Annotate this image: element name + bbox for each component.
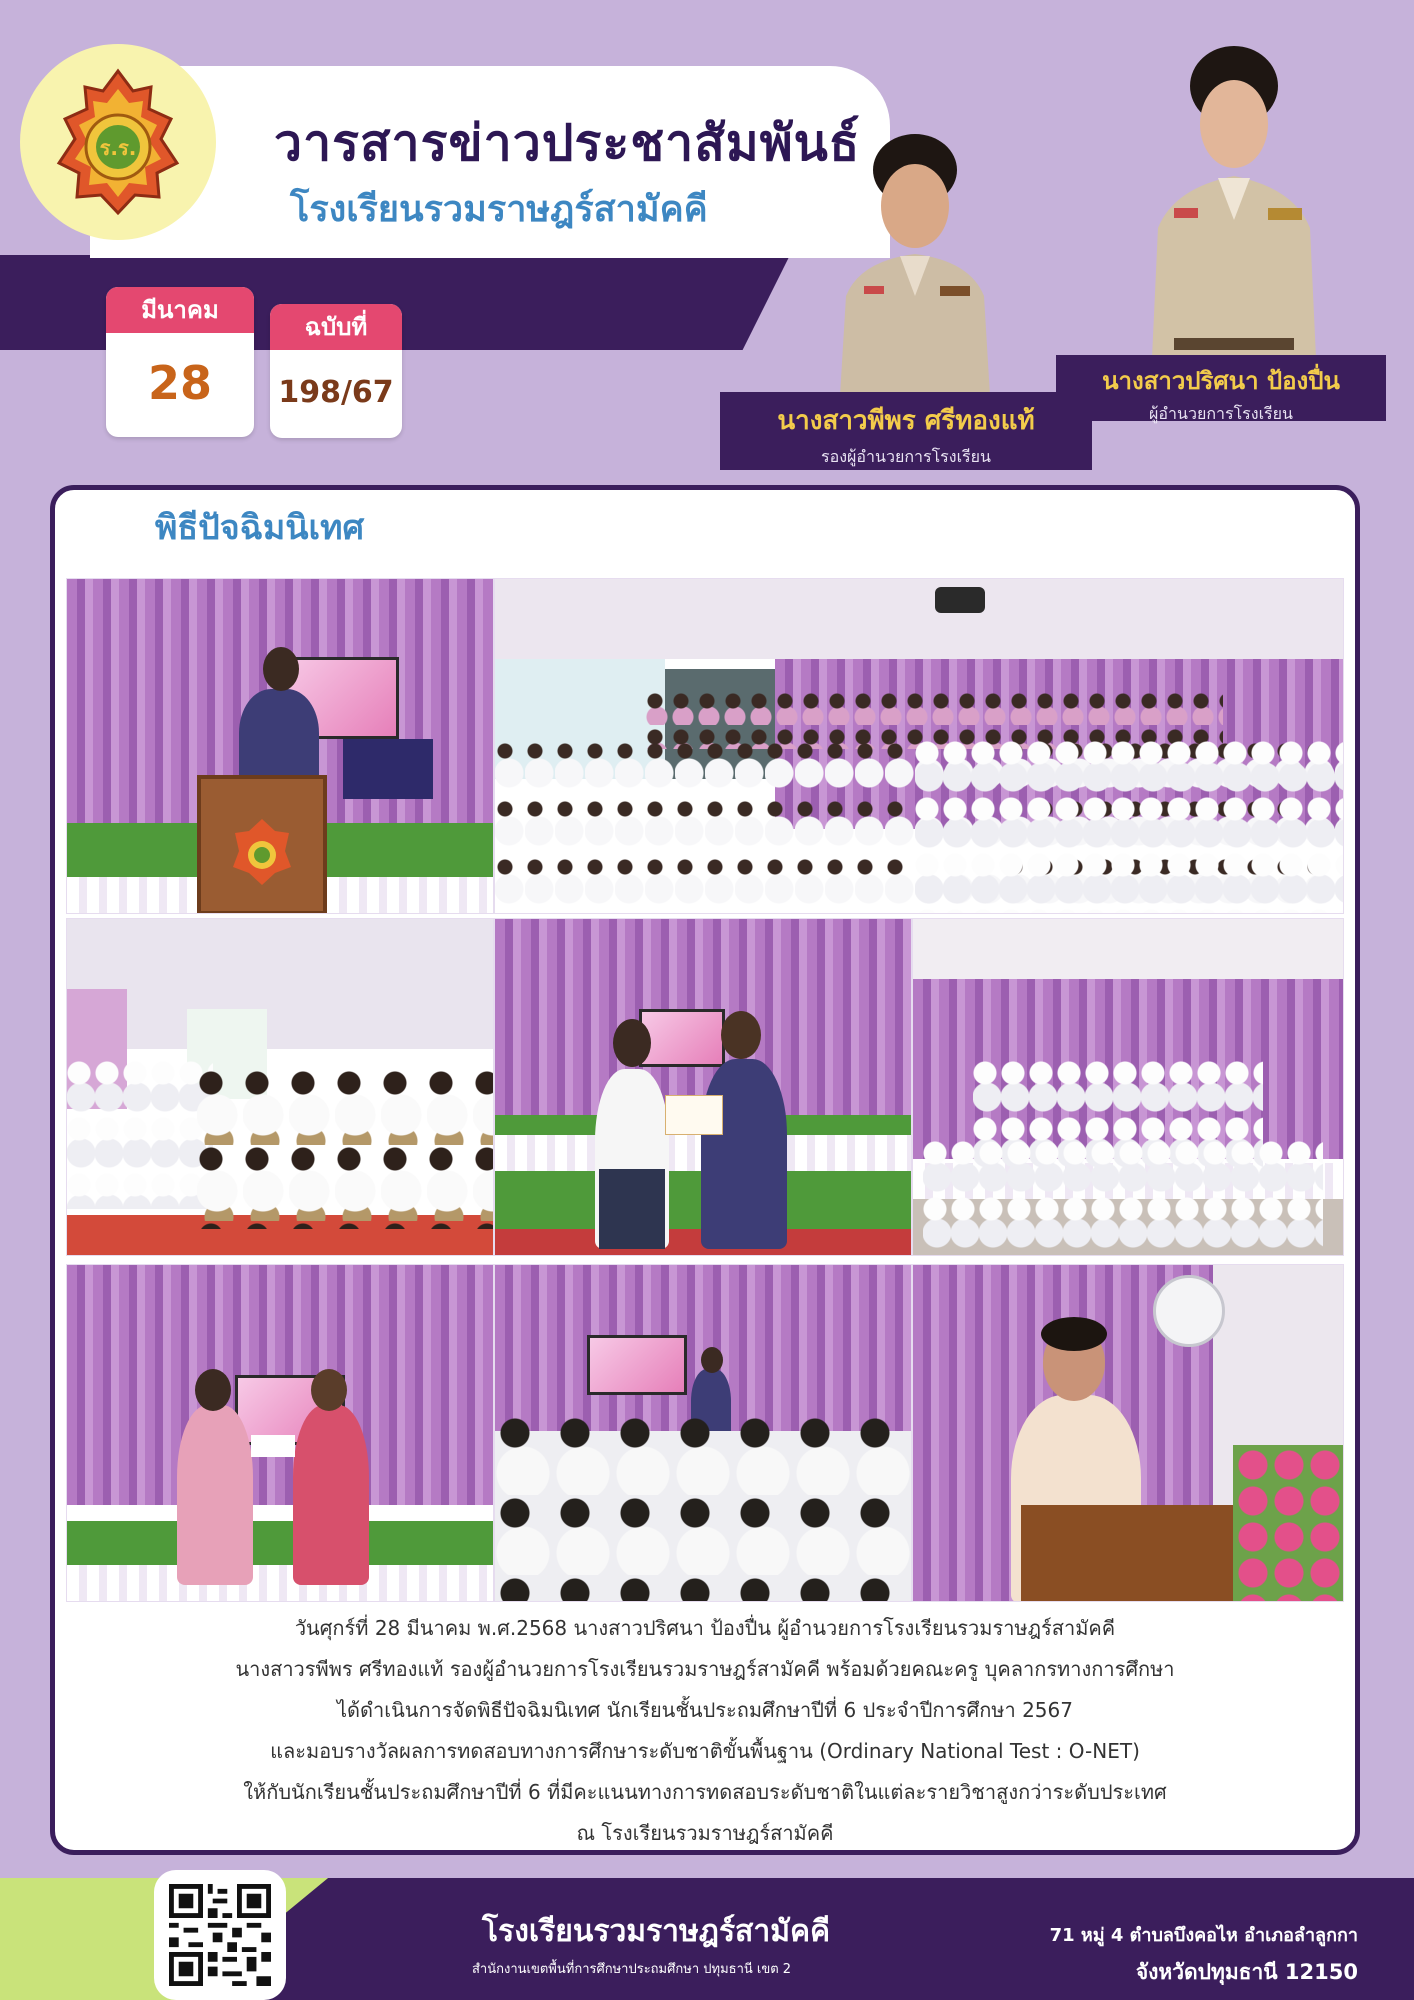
article-line: ณ โรงเรียนรวมราษฎร์สามัคคี [576, 1821, 834, 1845]
article-title: พิธีปัจฉิมนิเทศ [155, 508, 365, 548]
school-emblem-icon [53, 67, 183, 217]
deputy-director-name: นางสาวพีพร ศรีทองแท้ [777, 406, 1035, 436]
person-portrait-icon [1134, 38, 1334, 358]
article-line: วันศุกร์ที่ 28 มีนาคม พ.ศ.2568 นางสาวปริศนา ป้องปื่น ผู้อำนวยการโรงเรียนรวมราษฎร์สามัคคี [294, 1616, 1116, 1640]
deputy-director-namebox [720, 392, 1092, 470]
photo-two-presenters [66, 1264, 494, 1602]
person-portrait-icon [820, 126, 1010, 396]
photo-group-students [494, 578, 1344, 914]
month-label: มีนาคม [106, 287, 254, 333]
date-card [106, 287, 254, 437]
director-photo [1134, 38, 1334, 358]
photo-seated-students [66, 918, 494, 1256]
article-line: นางสาวรพีพร ศรีทองแท้ รองผู้อำนวยการโรงเรียนรวมราษฎร์สามัคคี พร้อมด้วยคณะครู บุคลากรทางการศึกษา [235, 1657, 1175, 1681]
photo-certificate-award [494, 918, 912, 1256]
footer-office: สำนักงานเขตพื้นที่การศึกษาประถมศึกษา ปทุมธานี เขต 2 [472, 1962, 792, 1977]
school-logo [20, 44, 216, 240]
podium-emblem-icon [231, 817, 293, 887]
footer-school-name: โรงเรียนรวมราษฎร์สามัคคี [482, 1914, 831, 1949]
qr-code[interactable] [154, 1870, 286, 2000]
issue-label: ฉบับที่ [270, 304, 402, 350]
footer-address-line1: 71 หมู่ 4 ตำบลบึงคอไห อำเภอลำลูกกา [1049, 1925, 1358, 1946]
deputy-director-position: รองผู้อำนวยการโรงเรียน [821, 447, 991, 466]
newsletter-title: วารสารข่าวประชาสัมพันธ์ [274, 114, 861, 172]
qr-code-icon [168, 1884, 272, 1986]
photo-speaker-podium [66, 578, 494, 914]
article-line: ได้ดำเนินการจัดพิธีปัจฉิมนิเทศ นักเรียนชั้นประถมศึกษาปีที่ 6 ประจำปีการศึกษา 2567 [337, 1698, 1073, 1722]
photo-group-awardees [912, 918, 1344, 1256]
svg-text:ร.ร.: ร.ร. [99, 136, 137, 160]
article-line: และมอบรางวัลผลการทดสอบทางการศึกษาระดับชาติขั้นพื้นฐาน (Ordinary National Test : O-NET) [270, 1739, 1140, 1763]
deputy-director-photo [820, 126, 1010, 396]
article-body [60, 1608, 1350, 1854]
school-name: โรงเรียนรวมราษฎร์สามัคคี [290, 189, 708, 230]
photo-male-speaker [912, 1264, 1344, 1602]
day-number: 28 [147, 356, 212, 410]
photo-audience-back [494, 1264, 912, 1602]
footer-address-line2: จังหวัดปทุมธานี 12150 [1135, 1960, 1358, 1984]
director-name: นางสาวปริศนา ป้องปื่น [1102, 367, 1340, 395]
director-namebox [1056, 355, 1386, 421]
director-position: ผู้อำนวยการโรงเรียน [1149, 404, 1293, 423]
article-line: ให้กับนักเรียนชั้นประถมศึกษาปีที่ 6 ที่มีคะแนนทางการทดสอบระดับชาติในแต่ละรายวิชาสูงกว่าระดับประเทศ [243, 1780, 1167, 1804]
issue-card [270, 304, 402, 438]
issue-number: 198/67 [278, 375, 394, 410]
